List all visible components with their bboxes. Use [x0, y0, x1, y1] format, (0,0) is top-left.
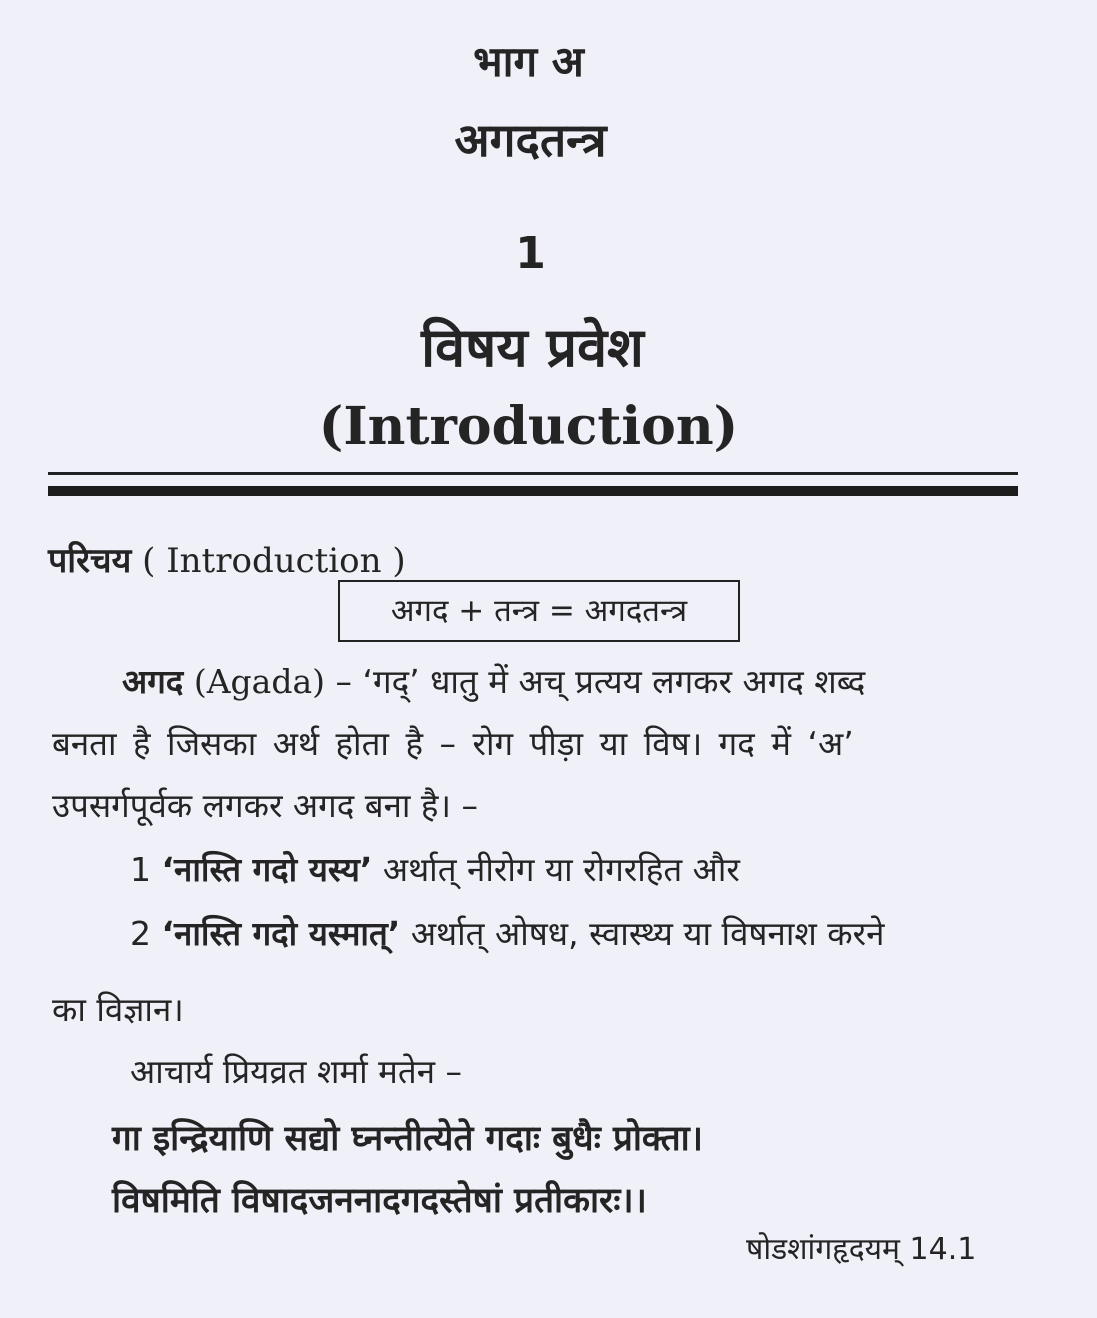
list-item-2-continuation: का विज्ञान। [52, 990, 184, 1029]
list-item-1 [130, 850, 740, 890]
chapter-subtitle: (Introduction) [318, 396, 739, 457]
list-item-2-term: ‘नास्ति गदो यस्मात्’ [161, 914, 401, 953]
paragraph-line-1-text: – ‘गद्’ धातु में अच् प्रत्यय लगकर अगद शब्द [335, 662, 866, 701]
chapter-title: विषय प्रवेश [421, 316, 644, 379]
list-item-1-term: ‘नास्ति गदो यस्य’ [161, 850, 373, 889]
agada-term: अगद [122, 662, 184, 701]
part-heading: भाग अ [473, 37, 584, 86]
verse-reference: षोडशांगहृदयम् 14.1 [746, 1232, 977, 1267]
section-heading: अगदतन्त्र [454, 113, 607, 167]
formula-box: अगद + तन्त्र = अगदतन्त्र [338, 580, 740, 642]
list-item-2-text: अर्थात् ओषध, स्वास्थ्य या विषनाश करने [410, 914, 885, 953]
list-item-2-number: 2 [130, 914, 151, 953]
list-item-2 [130, 914, 884, 954]
agada-english: (Agada) [193, 662, 326, 701]
intro-heading-english: ( Introduction ) [142, 541, 406, 581]
paragraph-line-2: बनता है जिसका अर्थ होता है – रोग पीड़ा या विष। गद में ‘अ’ [52, 724, 854, 763]
verse-line-1: गा इन्द्रियाणि सद्यो घ्नन्तीत्येते गदाः बुधैः प्रोक्ता। [112, 1119, 703, 1159]
paragraph-line-1 [122, 662, 865, 702]
list-item-1-number: 1 [130, 850, 151, 889]
intro-heading-hindi: परिचय [48, 541, 132, 581]
chapter-number: 1 [515, 228, 546, 279]
divider-thin [48, 472, 1018, 475]
divider-thick [48, 486, 1018, 496]
list-item-1-text: अर्थात् नीरोग या रोगरहित और [382, 850, 740, 889]
verse-line-2: विषमिति विषादजननादगदस्तेषां प्रतीकारः।। [112, 1181, 647, 1221]
citation-intro: आचार्य प्रियव्रत शर्मा मतेन – [130, 1052, 463, 1091]
paragraph-line-3: उपसर्गपूर्वक लगकर अगद बना है। – [52, 786, 478, 825]
intro-heading [48, 536, 406, 582]
